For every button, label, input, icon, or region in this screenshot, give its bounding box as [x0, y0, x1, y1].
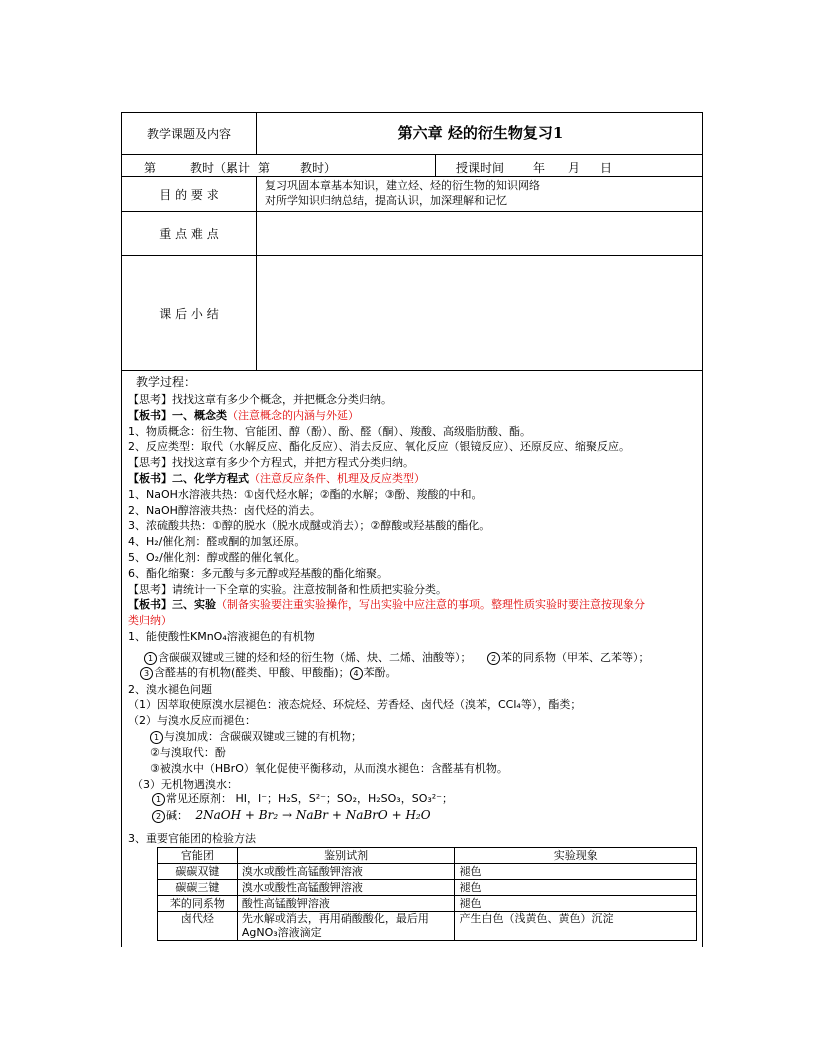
text-segment: 6、酯化缩聚：多元酸与多元醇或羟基酸的酯化缩聚。 — [128, 566, 388, 580]
process-line — [128, 598, 645, 612]
page-title: 第六章 烃的衍生物复习1 — [397, 124, 564, 142]
text-segment: 2、反应类型：取代（水解反应、酯化反应）、消去反应、氧化反应（银镜反应）、还原反应、缩聚反应。 — [128, 440, 630, 454]
bromine-line-3b: 2 碱： 2NaOH + Br₂ → NaBr + NaBrO + H₂O — [152, 808, 431, 823]
text-segment: 3、浓硫酸共热：①醇的脱水（脱水成醚或消去）；②醇酸或羟基酸的酯化。 — [128, 519, 491, 533]
table-cell: 卤代烃 — [158, 912, 238, 941]
red-note: （注意反应条件、机理及反应类型） — [249, 472, 425, 485]
table-cell: 溴水或酸性高锰酸钾溶液 — [237, 864, 455, 880]
cumulative-suffix: 教时） — [300, 161, 337, 175]
table-row — [158, 864, 697, 880]
process-line — [128, 425, 531, 439]
text-segment: 5、O₂/催化剂：醇或醛的催化氧化。 — [128, 551, 306, 564]
table-cell: 褪色 — [455, 880, 697, 896]
process-line — [128, 472, 425, 486]
reaction-formula: 2NaOH + Br₂ → NaBr + NaBrO + H₂O — [195, 808, 431, 822]
lesson-plan-table — [121, 112, 703, 947]
cumulative-prefix: 第 — [258, 161, 271, 175]
process-line — [128, 614, 172, 628]
process-line — [128, 519, 490, 533]
text-segment: 【板书】三、实验 — [128, 598, 216, 612]
text-segment: 【板书】二、化学方程式 — [128, 472, 249, 485]
functional-group-table — [157, 847, 697, 941]
process-line — [128, 630, 315, 644]
bromine-line-2a: 1 与溴加成：含碳碳双键或三键的有机物； — [150, 730, 362, 744]
table-row — [158, 912, 697, 941]
topic-label: 教学课题及内容 — [146, 127, 231, 141]
process-line — [128, 488, 482, 502]
row-divider — [122, 370, 702, 371]
bromine-line-2c: ③被溴水中（HBrO）氧化促使平衡移动，从而溴水褪色：含醛基有机物。 — [150, 762, 508, 775]
process-line — [128, 535, 305, 549]
text-segment: 4、H₂/催化剂：醛或酮的加氢还原。 — [128, 535, 306, 549]
table-cell: 苯的同系物 — [158, 896, 238, 912]
column-header: 实验现象 — [455, 848, 697, 864]
bromine-line-3: （3）无机物遇溴水： — [132, 778, 238, 791]
table-header-row — [158, 848, 697, 864]
bromine-line-2: （2）与溴水反应而褪色： — [128, 714, 256, 727]
text-segment: 【思考】找找这章有多少个方程式，并把方程式分类归纳。 — [128, 456, 414, 470]
text-segment: 【思考】找找这章有多少个概念，并把概念分类归纳。 — [128, 393, 392, 406]
goals-label: 目 的 要 求 — [159, 188, 219, 202]
table-cell: 酸性高锰酸钾溶液 — [237, 896, 455, 912]
kmno4-item-3: 3 含醛基的有机物(醛类、甲酸、甲酸酯)； 4 苯酚。 — [140, 666, 397, 680]
circled-number-icon: 1 — [150, 731, 163, 744]
circled-number-icon: 2 — [152, 810, 165, 823]
process-line — [128, 567, 388, 581]
circled-number-icon: 1 — [144, 652, 157, 665]
goals-text-1: 复习巩固本章基本知识，建立烃、烃的衍生物的知识网络 — [265, 179, 540, 192]
red-note: 类归纳） — [128, 614, 172, 628]
text-segment: 【板书】一、 — [128, 408, 194, 422]
row-divider — [122, 176, 702, 177]
table-cell: 溴水或酸性高锰酸钾溶液 — [237, 880, 455, 896]
bromine-heading: 2、溴水褪色问题 — [128, 683, 212, 696]
circled-number-icon: 4 — [350, 667, 363, 680]
col-divider — [256, 176, 257, 370]
table-cell: 产生白色（浅黄色、黄色）沉淀 — [455, 912, 697, 941]
table-cell: 碳碳三键 — [158, 880, 238, 896]
class-time-label: 授课时间 — [456, 161, 505, 175]
row-divider — [122, 154, 702, 155]
process-heading: 教学过程： — [136, 375, 197, 389]
text-segment: 1、物质概念：衍生物、官能团、醇（酚）、酚、醛（酮）、羧酸、高级脂肪酸、酯。 — [128, 424, 531, 438]
bromine-line-1: （1）因萃取使原溴水层褪色：液态烷烃、环烷烃、芳香烃、卤代烃（溴苯，CCl₄等），酯类； — [128, 698, 582, 711]
day-label: 日 — [600, 161, 613, 175]
table-cell: 褪色 — [455, 864, 697, 880]
red-note: （制备实验要注重实验操作，写出实验中应注意的事项。整理性质实验时要注意按现象分 — [216, 598, 645, 612]
test-heading: 3、重要官能团的检验方法 — [128, 832, 256, 845]
process-line — [128, 583, 447, 597]
text-segment: 1、NaOH水溶液共热：①卤代烃水解；②酯的水解；③酚、羧酸的中和。 — [128, 487, 483, 501]
month-label: 月 — [568, 161, 581, 175]
lesson-no-prefix: 第 — [144, 161, 157, 175]
table-row — [158, 880, 697, 896]
text-segment: 【思考】请统计一下全章的实验。注意按制备和性质把实验分类。 — [128, 582, 447, 596]
text-segment: 2、NaOH醇溶液共热：卤代烃的消去。 — [128, 503, 321, 517]
key-points-label: 重 点 难 点 — [159, 227, 219, 241]
circled-number-icon: 3 — [140, 667, 153, 680]
col-divider — [435, 154, 436, 176]
process-line — [128, 393, 392, 407]
process-line — [128, 551, 306, 565]
table-cell: 碳碳双键 — [158, 864, 238, 880]
red-note: （注意概念的内涵与外延） — [227, 408, 359, 422]
process-line — [128, 456, 414, 470]
bromine-line-2b: ②与溴取代：酚 — [150, 746, 226, 759]
lesson-count-label: 教时（累计 — [190, 161, 251, 175]
summary-label: 课 后 小 结 — [159, 307, 219, 321]
kmno4-item-1: 1 含碳碳双键或三键的烃和烃的衍生物（烯、炔、二烯、油酸等）； 2 苯的同系物（甲苯、乙苯等）； — [144, 651, 650, 665]
circled-number-icon: 2 — [487, 652, 500, 665]
table-row — [158, 896, 697, 912]
column-header: 鉴别试剂 — [237, 848, 455, 864]
year-label: 年 — [533, 161, 546, 175]
row-divider — [122, 211, 702, 212]
row-divider — [122, 255, 702, 256]
bromine-line-3a: 1 常见还原剂： HI，I⁻；H₂S，S²⁻；SO₂，H₂SO₃，SO₃²⁻； — [152, 792, 453, 806]
text-segment: 1、能使酸性KMnO₄溶液褪色的有机物 — [128, 630, 315, 643]
column-header: 官能团 — [158, 848, 238, 864]
table-cell: 先水解或消去，再用硝酸酸化，最后用AgNO₃溶液滴定 — [237, 912, 455, 941]
table-cell: 褪色 — [455, 896, 697, 912]
goals-text-2: 对所学知识归纳总结，提高认识，加深理解和记忆 — [265, 194, 507, 207]
text-segment: 概念类 — [194, 408, 227, 422]
process-line — [128, 409, 359, 423]
circled-number-icon: 1 — [152, 793, 165, 806]
process-line — [128, 504, 321, 518]
process-line — [128, 440, 630, 454]
